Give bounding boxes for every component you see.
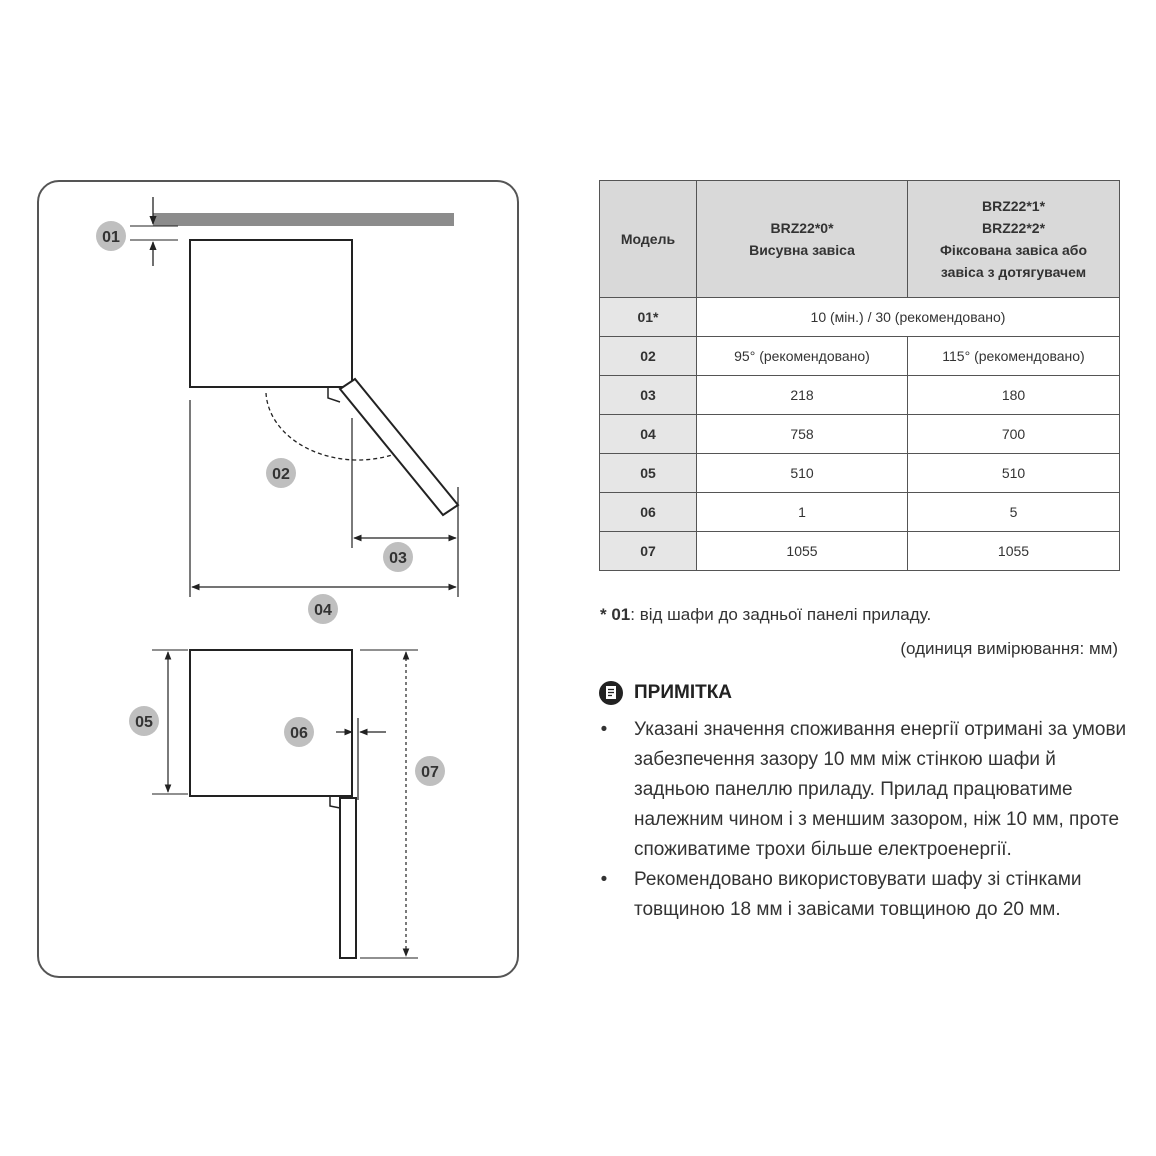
row-value-fixed: 510	[908, 454, 1120, 493]
row-value-sliding: 1055	[697, 532, 908, 571]
svg-text:05: 05	[135, 714, 153, 731]
header-col2-code1: BRZ22*1*	[981, 198, 1046, 214]
row-value-merged: 10 (мін.) / 30 (рекомендовано)	[697, 298, 1120, 337]
note-title: ПРИМІТКА	[634, 682, 733, 703]
list-item	[598, 715, 1128, 865]
note-text: Рекомендовано використовувати шафу зі стінками товщиною 18 мм і завісами товщиною до 20 мм.	[634, 869, 1082, 920]
table-row	[600, 493, 1120, 532]
note-text: Указані значення споживання енергії отримані за умови забезпечення зазору 10 мм між стінкою шафи й задньою панеллю приладу. Прилад працюватиме належним чином і з меншим зазором, ніж 10 мм, проте споживатиме трохи більше електроенергії.	[634, 719, 1127, 860]
table-row	[600, 337, 1120, 376]
table-row	[600, 376, 1120, 415]
bullet: •	[600, 719, 608, 740]
note-list	[598, 715, 1128, 925]
footnote-marker: * 01	[600, 605, 631, 624]
svg-text:04: 04	[314, 602, 332, 619]
header-fixed-hinge	[908, 181, 1120, 298]
row-value-sliding: 1	[697, 493, 908, 532]
table-row	[600, 298, 1120, 337]
row-value-sliding: 218	[697, 376, 908, 415]
note-heading	[598, 680, 732, 706]
door-side	[340, 798, 356, 958]
svg-text:01: 01	[102, 229, 120, 246]
hinge-spec-table	[599, 180, 1120, 571]
row-id: 05	[600, 454, 697, 493]
hinge-top	[328, 387, 340, 402]
footnote-text: : від шафи до задньої панелі приладу.	[630, 605, 932, 624]
appliance-side	[190, 650, 352, 796]
row-value-fixed: 1055	[908, 532, 1120, 571]
svg-text:07: 07	[421, 764, 439, 781]
header-model: Модель	[600, 181, 697, 298]
table-row	[600, 454, 1120, 493]
table-row	[600, 415, 1120, 454]
note-icon	[598, 680, 624, 706]
table-row	[600, 532, 1120, 571]
row-value-sliding: 758	[697, 415, 908, 454]
row-id: 02	[600, 337, 697, 376]
svg-text:02: 02	[272, 466, 290, 483]
row-value-fixed: 115° (рекомендовано)	[908, 337, 1120, 376]
svg-text:06: 06	[290, 725, 308, 742]
bullet: •	[600, 869, 608, 890]
appliance-top	[190, 240, 352, 387]
row-id: 04	[600, 415, 697, 454]
row-value-fixed: 5	[908, 493, 1120, 532]
units-note: (одиниця вимірювання: мм)	[900, 639, 1118, 658]
badge-04	[308, 594, 338, 624]
badge-06	[284, 717, 314, 747]
open-door	[340, 379, 458, 515]
header-col2-desc1: Фіксована завіса або	[939, 242, 1087, 258]
cabinet-wall	[153, 213, 454, 226]
row-id: 07	[600, 532, 697, 571]
svg-text:03: 03	[389, 550, 407, 567]
row-value-fixed: 700	[908, 415, 1120, 454]
footnote	[600, 605, 931, 625]
badge-01	[96, 221, 126, 251]
row-value-fixed: 180	[908, 376, 1120, 415]
row-id: 01*	[600, 298, 697, 337]
row-value-sliding: 95° (рекомендовано)	[697, 337, 908, 376]
list-item	[598, 865, 1128, 925]
header-col1-desc: Висувна завіса	[749, 242, 855, 258]
row-id: 06	[600, 493, 697, 532]
hinge-side	[330, 796, 340, 808]
table-header-row	[600, 181, 1120, 298]
badge-07	[415, 756, 445, 786]
header-col2-code2: BRZ22*2*	[981, 220, 1046, 236]
badge-03	[383, 542, 413, 572]
row-value-sliding: 510	[697, 454, 908, 493]
badge-02	[266, 458, 296, 488]
row-id: 03	[600, 376, 697, 415]
header-sliding-hinge	[697, 181, 908, 298]
header-col1-code: BRZ22*0*	[770, 220, 834, 236]
header-col2-desc2: завіса з дотягувачем	[940, 264, 1087, 280]
badge-05	[129, 706, 159, 736]
